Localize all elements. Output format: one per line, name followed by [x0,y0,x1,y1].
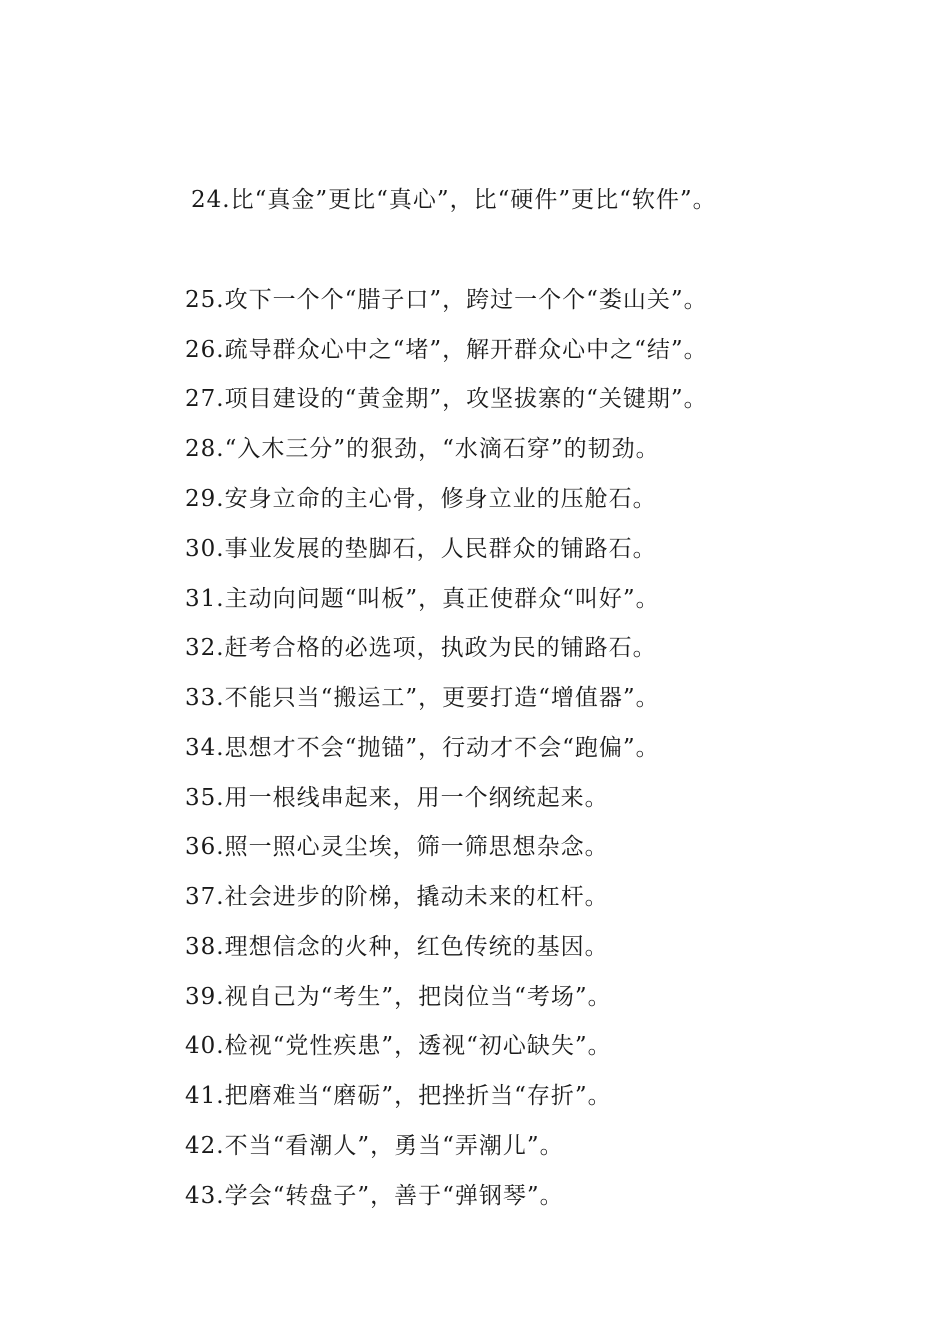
list-item: 40.检视“党性疾患”，透视“初心缺失”。 [185,1033,612,1059]
list-item: 41.把磨难当“磨砺”，把挫折当“存折”。 [185,1083,612,1109]
list-item: 38.理想信念的火种，红色传统的基因。 [185,934,609,960]
list-item: 30.事业发展的垫脚石，人民群众的铺路石。 [185,536,657,562]
list-item: 37.社会进步的阶梯，撬动未来的杠杆。 [185,884,609,910]
list-item: 42.不当“看潮人”，勇当“弄潮儿”。 [185,1133,564,1159]
list-item: 43.学会“转盘子”，善于“弹钢琴”。 [185,1183,564,1209]
list-item: 28.“入木三分”的狠劲，“水滴石穿”的韧劲。 [185,436,660,462]
list-item: 36.照一照心灵尘埃，筛一筛思想杂念。 [185,834,609,860]
list-item: 33.不能只当“搬运工”，更要打造“增值器”。 [185,685,660,711]
list-item: 31.主动向问题“叫板”，真正使群众“叫好”。 [185,586,660,612]
list-item: 26.疏导群众心中之“堵”，解开群众心中之“结”。 [185,337,708,363]
list-item: 39.视自己为“考生”，把岗位当“考场”。 [185,984,612,1010]
list-item: 24.比“真金”更比“真心”，比“硬件”更比“软件”。 [191,187,717,213]
list-item: 35.用一根线串起来，用一个纲统起来。 [185,785,609,811]
list-item: 25.攻下一个个“腊子口”，跨过一个个“娄山关”。 [185,287,708,313]
list-item: 27.项目建设的“黄金期”，攻坚拔寨的“关键期”。 [185,386,708,412]
list-item: 34.思想才不会“抛锚”，行动才不会“跑偏”。 [185,735,660,761]
list-item: 32.赶考合格的必选项，执政为民的铺路石。 [185,635,657,661]
list-item: 29.安身立命的主心骨，修身立业的压舱石。 [185,486,657,512]
